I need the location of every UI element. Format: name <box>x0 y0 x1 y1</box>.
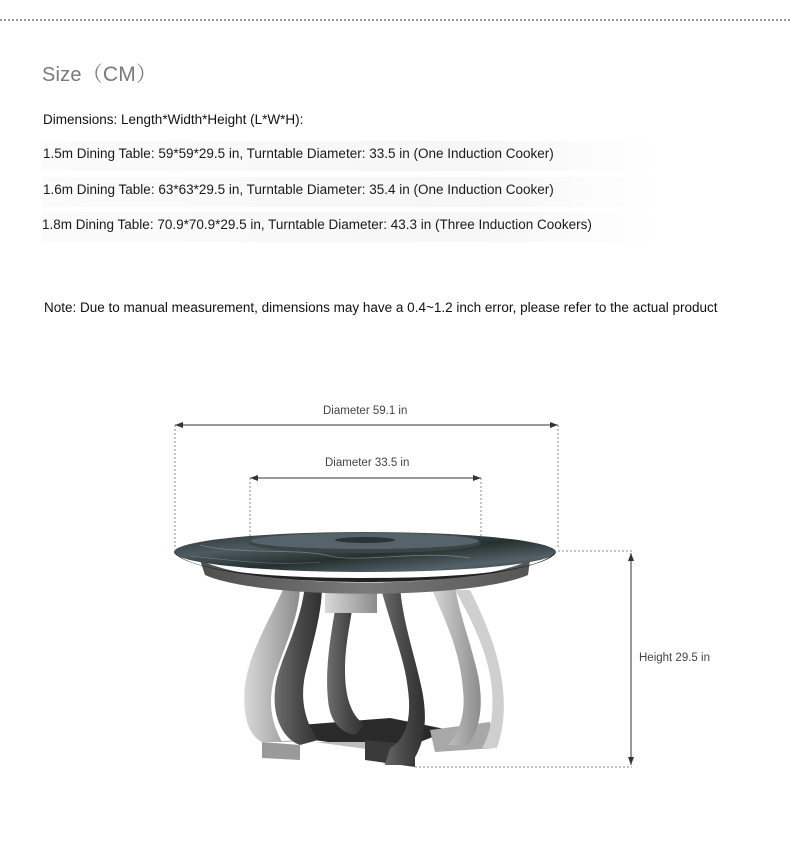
turntable <box>249 533 481 553</box>
outer-diameter-label: Diameter 59.1 in <box>323 405 408 417</box>
outer-diameter-dimension <box>175 425 558 548</box>
spec-row-text: 1.6m Dining Table: 63*63*29.5 in, Turntable Diameter: 35.4 in (One Induction Cooker) <box>43 182 554 197</box>
measurement-note: Note: Due to manual measurement, dimensions may have a 0.4~1.2 inch error, please refer to the actual product <box>44 300 718 315</box>
title-unit: （CM） <box>81 63 158 86</box>
turntable-diameter-dimension <box>250 478 481 540</box>
turntable-diameter-label: Diameter 33.5 in <box>325 457 410 469</box>
height-label: Height 29.5 in <box>639 652 710 664</box>
spec-row-text: 1.8m Dining Table: 70.9*70.9*29.5 in, Turntable Diameter: 43.3 in (Three Induction Cookers) <box>42 217 592 232</box>
dimensions-heading: Dimensions: Length*Width*Height (L*W*H): <box>43 112 304 127</box>
spec-row-text: 1.5m Dining Table: 59*59*29.5 in, Turntable Diameter: 33.5 in (One Induction Cooker) <box>43 146 554 161</box>
title-text: Size <box>42 64 82 86</box>
